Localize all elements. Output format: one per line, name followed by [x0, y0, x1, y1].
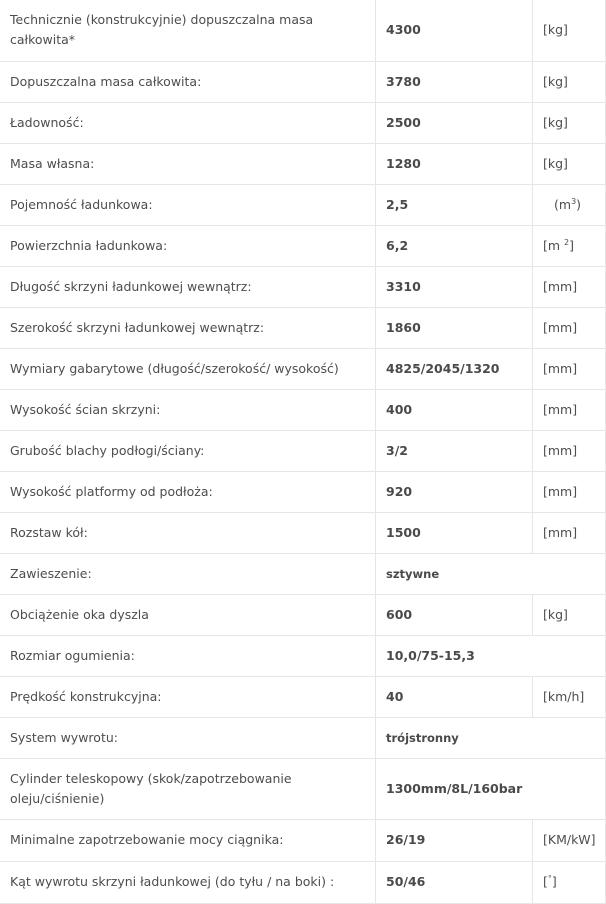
- table-row: [0, 430, 606, 471]
- table-row: [0, 61, 606, 102]
- spec-value: 600: [376, 594, 533, 635]
- table-row: [0, 471, 606, 512]
- spec-label: Wysokość platformy od podłoża:: [0, 471, 376, 512]
- spec-unit: [mm]: [533, 389, 606, 430]
- unit-base: (m: [554, 196, 572, 212]
- spec-unit: [mm]: [533, 348, 606, 389]
- table-row: [0, 717, 606, 758]
- table-row: [0, 676, 606, 717]
- spec-label: Zawieszenie:: [0, 553, 376, 594]
- spec-unit: [mm]: [533, 471, 606, 512]
- table-row: [0, 635, 606, 676]
- table-row: [0, 594, 606, 635]
- spec-value: 1860: [376, 307, 533, 348]
- spec-label: Dopuszczalna masa całkowita:: [0, 61, 376, 102]
- table-row: [0, 266, 606, 307]
- table-row: [0, 0, 606, 61]
- table-row: [0, 143, 606, 184]
- spec-value: 3310: [376, 266, 533, 307]
- spec-value: 1500: [376, 512, 533, 553]
- table-row: [0, 307, 606, 348]
- spec-label: Szerokość skrzyni ładunkowej wewnątrz:: [0, 307, 376, 348]
- spec-unit: [kg]: [533, 102, 606, 143]
- spec-unit: [KM/kW]: [533, 819, 606, 861]
- spec-label: Wymiary gabarytowe (długość/szerokość/ wysokość): [0, 348, 376, 389]
- spec-value: 10,0/75-15,3: [376, 635, 606, 676]
- spec-unit: [mm]: [533, 266, 606, 307]
- unit-superscript: 3: [571, 196, 577, 206]
- spec-value: 2500: [376, 102, 533, 143]
- spec-label: Wysokość ścian skrzyni:: [0, 389, 376, 430]
- spec-unit: [mm]: [533, 430, 606, 471]
- spec-label: Minimalne zapotrzebowanie mocy ciągnika:: [0, 819, 376, 861]
- spec-value: 3780: [376, 61, 533, 102]
- table-row: [0, 102, 606, 143]
- table-row: [0, 553, 606, 594]
- spec-label: Masa własna:: [0, 143, 376, 184]
- spec-unit: [kg]: [533, 143, 606, 184]
- spec-value: 2,5: [376, 184, 533, 225]
- spec-value: sztywne: [376, 553, 606, 594]
- spec-label: Pojemność ładunkowa:: [0, 184, 376, 225]
- spec-label: Grubość blachy podłogi/ściany:: [0, 430, 376, 471]
- spec-label: Ładowność:: [0, 102, 376, 143]
- unit-superscript: 2: [564, 237, 570, 247]
- unit-base: [: [543, 874, 548, 889]
- spec-label: System wywrotu:: [0, 717, 376, 758]
- table-row: [0, 225, 606, 266]
- table-row: [0, 819, 606, 861]
- unit-tail: ]: [551, 874, 557, 889]
- spec-value: 400: [376, 389, 533, 430]
- spec-label: Cylinder teleskopowy (skok/zapotrzebowanie oleju/ciśnienie): [0, 758, 376, 819]
- spec-unit: [km/h]: [533, 676, 606, 717]
- spec-unit: [533, 184, 606, 225]
- spec-unit: [kg]: [533, 0, 606, 61]
- spec-label: Powierzchnia ładunkowa:: [0, 225, 376, 266]
- spec-value: 40: [376, 676, 533, 717]
- spec-label: Kąt wywrotu skrzyni ładunkowej (do tyłu / na boki) :: [0, 861, 376, 903]
- spec-label: Obciążenie oka dyszla: [0, 594, 376, 635]
- spec-value: trójstronny: [376, 717, 606, 758]
- unit-tail: ]: [569, 237, 575, 253]
- spec-value: 50/46: [376, 861, 533, 903]
- spec-value: 1280: [376, 143, 533, 184]
- spec-label: Rozmiar ogumienia:: [0, 635, 376, 676]
- spec-value: 1300mm/8L/160bar: [376, 758, 606, 819]
- spec-label: Prędkość konstrukcyjna:: [0, 676, 376, 717]
- spec-value: 3/2: [376, 430, 533, 471]
- spec-label: Technicznie (konstrukcyjnie) dopuszczalna masa całkowita*: [0, 0, 376, 61]
- spec-unit: [mm]: [533, 307, 606, 348]
- spec-unit: [mm]: [533, 512, 606, 553]
- spec-value: 4825/2045/1320: [376, 348, 533, 389]
- spec-value: 4300: [376, 0, 533, 61]
- table-row: [0, 348, 606, 389]
- table-row: [0, 389, 606, 430]
- spec-value: 26/19: [376, 819, 533, 861]
- table-row: [0, 758, 606, 819]
- spec-label: Długość skrzyni ładunkowej wewnątrz:: [0, 266, 376, 307]
- spec-unit: [533, 861, 606, 903]
- spec-unit: [kg]: [533, 594, 606, 635]
- spec-value: 920: [376, 471, 533, 512]
- unit-base: [m: [543, 237, 565, 253]
- table-row: [0, 184, 606, 225]
- unit-tail: ): [576, 196, 582, 212]
- spec-label: Rozstaw kół:: [0, 512, 376, 553]
- spec-value: 6,2: [376, 225, 533, 266]
- table-row: [0, 861, 606, 903]
- spec-unit: [533, 225, 606, 266]
- spec-unit: [kg]: [533, 61, 606, 102]
- table-row: [0, 512, 606, 553]
- unit-superscript: °: [547, 873, 552, 883]
